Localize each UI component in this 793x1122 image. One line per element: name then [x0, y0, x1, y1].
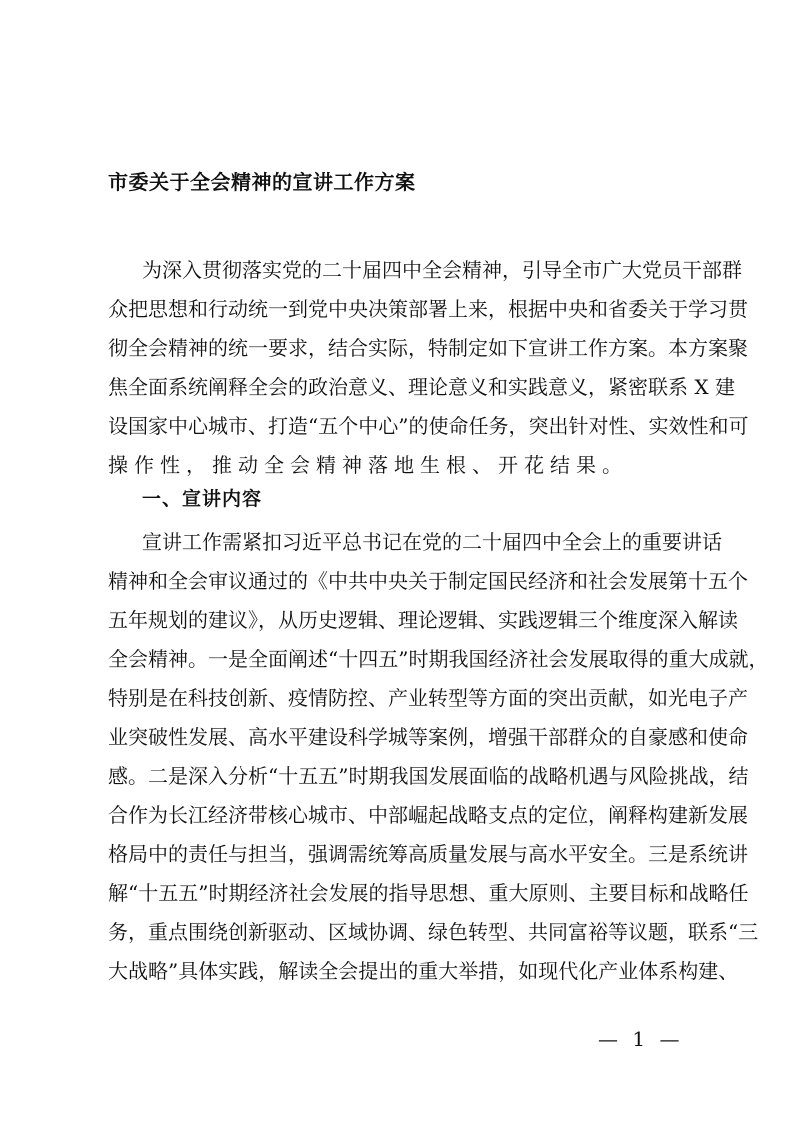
text-line: 五年规划的建议》，从历史逻辑、理论逻辑、实践逻辑三个维度深入解读 — [108, 608, 738, 632]
text-line: 操作性，推动全会精神落地生根、开花结果。 — [108, 453, 628, 477]
text-line: 务，重点围绕创新驱动、区域协调、绿色转型、共同富裕等议题，联系“三 — [108, 920, 759, 944]
intro-paragraph — [108, 251, 749, 485]
text-line: 众把思想和行动统一到党中央决策部署上来，根据中央和省委关于学习贯 — [108, 297, 748, 321]
text-line: 合作为长江经济带核心城市、中部崛起战略支点的定位，阐释构建新发展 — [108, 803, 748, 827]
content-paragraph — [108, 523, 769, 991]
text-line: 全会精神。一是全面阐述“十四五”时期我国经济社会发展取得的重大成就， — [108, 647, 769, 671]
text-line: 格局中的责任与担当，强调需统筹高质量发展与高水平安全。三是系统讲 — [108, 842, 748, 866]
text-line: 特别是在科技创新、疫情防控、产业转型等方面的突出贡献，如光电子产 — [108, 686, 748, 710]
page-number: — 1 — — [598, 1027, 684, 1051]
text-line: 感。二是深入分析“十五五”时期我国发展面临的战略机遇与风险挑战，结 — [108, 764, 749, 788]
text-line: 业突破性发展、高水平建设科学城等案例，增强干部群众的自豪感和使命 — [108, 725, 748, 749]
text-line: 设国家中心城市、打造“五个中心”的使命任务，突出针对性、实效性和可 — [108, 414, 749, 438]
text-line: 焦全面系统阐释全会的政治意义、理论意义和实践意义，紧密联系 X 建 — [108, 375, 735, 399]
text-line: 为深入贯彻落实党的二十届四中全会精神，引导全市广大党员干部群 — [142, 258, 742, 282]
text-line: 大战略”具体实践，解读全会提出的重大举措，如现代化产业体系构建、 — [108, 959, 739, 983]
text-line: 解“十五五”时期经济社会发展的指导思想、重大原则、主要目标和战略任 — [108, 881, 749, 905]
text-line: 彻全会精神的统一要求，结合实际，特制定如下宣讲工作方案。本方案聚 — [108, 336, 748, 360]
document-title: 市委关于全会精神的宣讲工作方案 — [108, 170, 416, 194]
section-heading: 一、宣讲内容 — [142, 488, 263, 510]
text-line: 精神和全会审议通过的《中共中央关于制定国民经济和社会发展第十五个 — [108, 569, 748, 593]
text-line: 宣讲工作需紧扣习近平总书记在党的二十届四中全会上的重要讲话 — [142, 530, 722, 554]
